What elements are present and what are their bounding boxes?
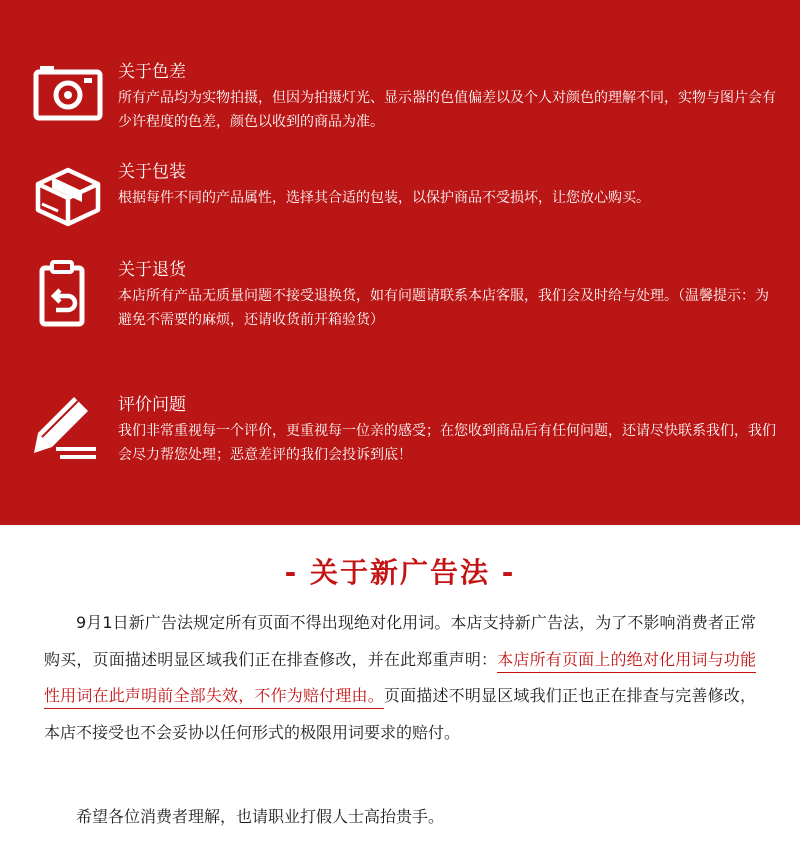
notice-title: 关于退货 (118, 260, 186, 280)
notice-body: 根据每件不同的产品属性，选择其合适的包装，以保护商品不受损坏，让您放心购买。 (118, 190, 650, 206)
ad-law-title: - 关于新广告法 - (284, 556, 516, 589)
notice-body: 所有产品均为实物拍摄，但因为拍摄灯光、显示器的色值偏差以及个人对颜色的理解不同，实物与图片会有少许程度的色差，颜色以收到的商品为准。 (118, 90, 776, 130)
notice-title: 评价问题 (118, 395, 186, 415)
ad-law-section (0, 525, 800, 857)
ad-law-closing: 希望各位消费者理解，也请职业打假人士高抬贵手。 (76, 807, 445, 826)
pencil-icon (30, 393, 106, 463)
ad-law-statement (44, 605, 756, 751)
return-clipboard-icon (30, 258, 106, 328)
notice-title: 关于色差 (118, 62, 186, 82)
statement-text-end: 页面描述不明显区域我们正也正在排查与完善修改，本店不接受也不会妥协以任何形式的极限用词要求的赔付。 (44, 686, 756, 742)
notice-title: 关于包装 (118, 162, 186, 182)
statement-text: 9月1日新广告法规定所有页面不得出现绝对化用词。本店支持新广告法，为了不影响消费者正常购买，页面描述明显区域我们正在排查修改，并在此郑重声明： (44, 613, 756, 669)
statement-highlight: 本店所有页面上的绝对化用词与功能性用词在此声明前全部失效，不作为赔付理由。 (44, 650, 756, 710)
notice-body: 本店所有产品无质量问题不接受退换货，如有问题请联系本店客服，我们会及时给与处理。（温馨提示：为避免不需要的麻烦，还请收货前开箱验货） (118, 288, 769, 328)
package-box-icon (30, 160, 106, 230)
camera-icon (30, 60, 106, 130)
notice-body: 我们非常重视每一个评价，更重视每一位亲的感受；在您收到商品后有任何问题，还请尽快联系我们，我们会尽力帮您处理；恶意差评的我们会投诉到底！ (118, 423, 776, 463)
